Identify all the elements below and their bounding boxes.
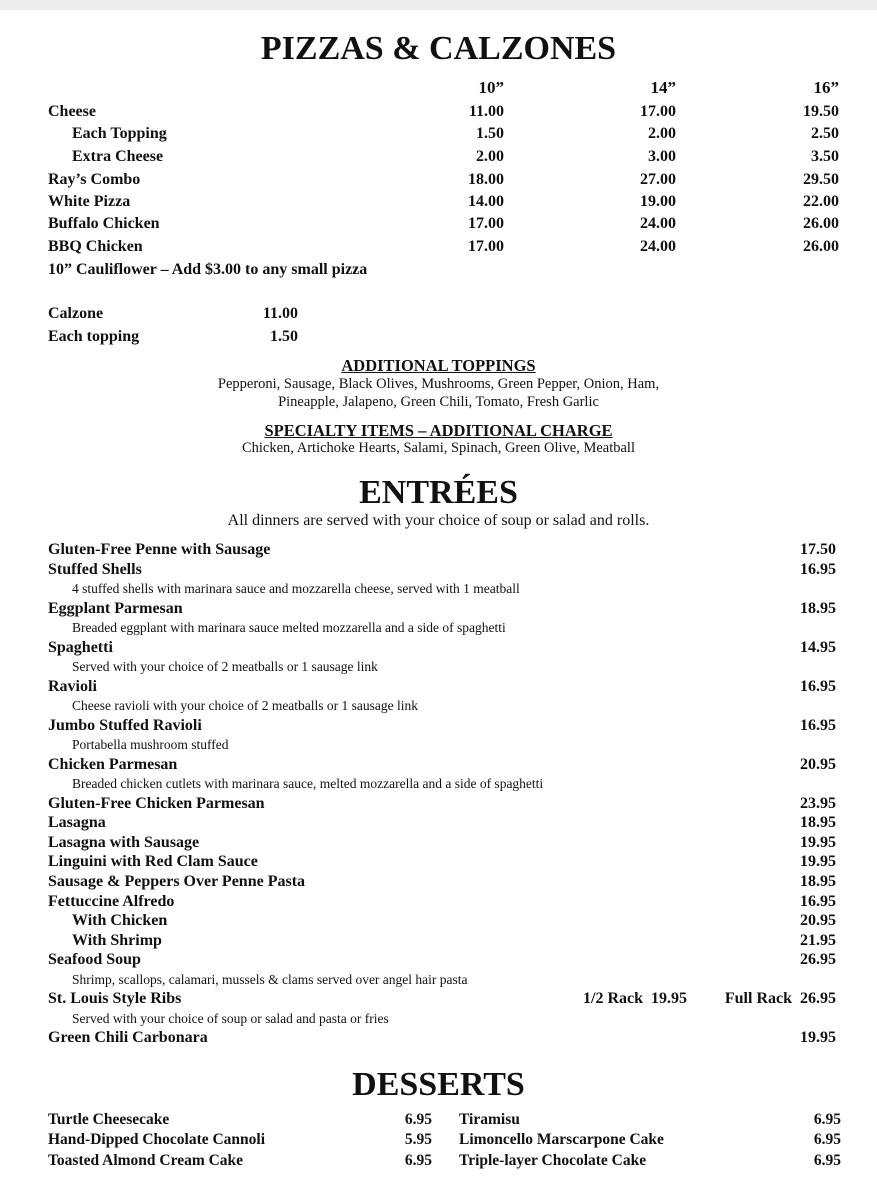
- dessert-price: 6.95: [813, 1131, 841, 1148]
- entree-price: 17.50: [800, 541, 836, 558]
- entree-price: 18.95: [800, 873, 836, 890]
- entree-description: Served with your choice of soup or salad and pasta or fries: [72, 1011, 389, 1026]
- entree-name: Spaghetti: [48, 638, 113, 656]
- dessert-name: Toasted Almond Cream Cake: [48, 1152, 244, 1169]
- menu-row-calzone-topping: Each topping 1.50: [48, 328, 298, 345]
- entree-price: 20.95: [800, 755, 836, 773]
- entree-name: Lasagna: [48, 814, 106, 832]
- entree-name: With Shrimp: [72, 931, 162, 949]
- pizza-price: 26.00: [803, 215, 839, 232]
- entree-row: [0, 990, 877, 1010]
- dessert-name: Triple-layer Chocolate Cake: [459, 1152, 647, 1169]
- pizza-row: [0, 125, 877, 145]
- entree-name: Green Chili Carbonara: [48, 1029, 208, 1047]
- entree-name: Seafood Soup: [48, 951, 141, 969]
- specialty-items-line: Chicken, Artichoke Hearts, Salami, Spinach, Green Olive, Meatball: [241, 440, 635, 456]
- entree-name: Lasagna with Sausage: [48, 833, 200, 851]
- entree-name: Stuffed Shells: [48, 560, 142, 578]
- entree-row: [0, 561, 877, 581]
- entree-row: [0, 893, 877, 913]
- pizza-price: 17.00: [468, 215, 504, 232]
- entree-description: Breaded chicken cutlets with marinara sauce, melted mozzarella and a side of spaghetti: [72, 776, 544, 792]
- entree-row: [0, 873, 877, 893]
- entree-row: [0, 932, 877, 952]
- additional-toppings-line2: Pineapple, Jalapeno, Green Chili, Tomato, Fresh Garlic: [278, 394, 599, 410]
- pizza-price: 1.50: [476, 125, 504, 142]
- pizza-size-header: [0, 78, 877, 98]
- pizza-price: 22.00: [803, 193, 839, 210]
- entree-price: 19.95: [800, 853, 836, 871]
- entree-name: Gluten-Free Penne with Sausage: [48, 541, 271, 558]
- entree-name: Jumbo Stuffed Ravioli: [48, 716, 202, 734]
- pizza-price: 2.50: [811, 125, 839, 142]
- entrees-subtitle: All dinners are served with your choice of soup or salad and rolls.: [227, 512, 650, 529]
- pizza-price: 3.00: [648, 148, 676, 165]
- dessert-row: [0, 1152, 877, 1172]
- dessert-row: [0, 1131, 877, 1151]
- entree-row: [0, 795, 877, 815]
- entree-name: Linguini with Red Clam Sauce: [48, 853, 258, 871]
- pizza-item-name: Ray’s Combo: [48, 171, 141, 188]
- entree-row: [0, 853, 877, 873]
- pizza-price: 2.00: [648, 125, 676, 142]
- pizza-row: [0, 238, 877, 258]
- pizza-price: 3.50: [811, 148, 839, 165]
- dessert-price: 6.95: [404, 1152, 432, 1169]
- pizza-price: 2.00: [476, 148, 504, 165]
- cauliflower-note: 10” Cauliflower – Add $3.00 to any small pizza: [48, 261, 368, 278]
- entree-name: Sausage & Peppers Over Penne Pasta: [48, 873, 306, 890]
- pizza-item-name: Buffalo Chicken: [48, 215, 160, 232]
- entree-description: Cheese ravioli with your choice of 2 meatballs or 1 sausage link: [72, 698, 419, 714]
- entree-row: [0, 756, 877, 776]
- entree-price: 20.95: [800, 912, 836, 930]
- desserts-section-title: DESSERTS: [352, 1066, 525, 1103]
- entree-row: [0, 814, 877, 834]
- entree-name: With Chicken: [72, 912, 168, 930]
- dessert-price: 6.95: [813, 1152, 841, 1169]
- dessert-name: Turtle Cheesecake: [48, 1111, 170, 1128]
- pizza-price: 19.50: [803, 103, 839, 120]
- menu-row-calzone: Calzone 11.00: [48, 305, 298, 322]
- pizza-item-name: Extra Cheese: [72, 148, 164, 165]
- entree-description: Served with your choice of 2 meatballs or 1 sausage link: [72, 659, 378, 675]
- entree-name: Gluten-Free Chicken Parmesan: [48, 794, 265, 812]
- entree-row: [0, 717, 877, 737]
- entree-row: [0, 951, 877, 971]
- entree-price: 19.95: [800, 1029, 836, 1047]
- entree-name: Chicken Parmesan: [48, 755, 178, 773]
- dessert-name: Limoncello Marscarpone Cake: [459, 1131, 664, 1148]
- pizza-price: 19.00: [640, 193, 676, 210]
- entree-price: 16.95: [800, 677, 836, 695]
- dessert-price: 6.95: [813, 1111, 841, 1128]
- entree-row: [0, 1029, 877, 1049]
- entree-description: Breaded eggplant with marinara sauce melted mozzarella and a side of spaghetti: [72, 620, 506, 636]
- dessert-name: Hand-Dipped Chocolate Cannoli: [48, 1131, 266, 1148]
- pizza-row: [0, 171, 877, 191]
- size-16: 16”: [813, 78, 839, 97]
- entree-name: St. Louis Style Ribs: [48, 990, 182, 1008]
- entree-price: 21.95: [800, 931, 836, 949]
- entree-name: Ravioli: [48, 677, 97, 695]
- entrees-section-title: ENTRÉES: [359, 474, 518, 511]
- pizza-price: 26.00: [803, 238, 839, 255]
- pizza-row: [0, 148, 877, 168]
- pizza-price: 24.00: [640, 215, 676, 232]
- entree-price: 18.95: [800, 599, 836, 617]
- dessert-name: Tiramisu: [459, 1111, 520, 1128]
- pizza-row: [0, 215, 877, 235]
- entree-price: 18.95: [800, 814, 836, 832]
- pizza-section-title: PIZZAS & CALZONES: [260, 30, 617, 67]
- entree-row: [0, 678, 877, 698]
- entree-row: [0, 834, 877, 854]
- pizza-item-name: White Pizza: [48, 193, 131, 210]
- pizza-price: 14.00: [468, 193, 504, 210]
- size-10: 10”: [478, 78, 504, 97]
- dessert-row: [0, 1111, 877, 1131]
- pizza-row: [0, 103, 877, 123]
- pizza-item-name: Each Topping: [72, 125, 167, 142]
- size-14: 14”: [650, 78, 676, 97]
- entree-row: [0, 912, 877, 932]
- entree-description: Shrimp, scallops, calamari, mussels & clams served over angel hair pasta: [72, 972, 468, 987]
- entree-price: 23.95: [800, 794, 836, 812]
- entree-name: Eggplant Parmesan: [48, 599, 183, 617]
- pizza-price: 18.00: [468, 171, 504, 188]
- pizza-price: 24.00: [640, 238, 676, 255]
- pizza-price: 17.00: [640, 103, 676, 120]
- pizza-price: 27.00: [640, 171, 676, 188]
- pizza-price: 11.00: [468, 103, 504, 120]
- ribs-full-rack-price: Full Rack 26.95: [724, 990, 836, 1008]
- entree-price: 16.95: [800, 716, 836, 734]
- ribs-half-rack-price: 1/2 Rack 19.95: [583, 990, 687, 1008]
- dessert-price: 5.95: [404, 1131, 432, 1148]
- additional-toppings-line1: Pepperoni, Sausage, Black Olives, Mushrooms, Green Pepper, Onion, Ham,: [217, 376, 660, 392]
- entree-price: 14.95: [800, 638, 836, 656]
- entree-row: [0, 600, 877, 620]
- entree-description: 4 stuffed shells with marinara sauce and mozzarella cheese, served with 1 meatball: [72, 581, 520, 597]
- entree-price: 16.95: [800, 892, 836, 910]
- entree-name: Fettuccine Alfredo: [48, 892, 175, 910]
- entree-row: [0, 541, 877, 561]
- pizza-price: 29.50: [803, 171, 839, 188]
- dessert-price: 6.95: [404, 1111, 432, 1128]
- pizza-item-name: BBQ Chicken: [48, 238, 143, 255]
- entree-price: 16.95: [800, 560, 836, 578]
- entree-price: 19.95: [800, 833, 836, 851]
- entree-description: Portabella mushroom stuffed: [72, 737, 229, 753]
- pizza-item-name: Cheese: [48, 103, 96, 120]
- pizza-price: 17.00: [468, 238, 504, 255]
- entree-row: [0, 639, 877, 659]
- top-bar: [0, 0, 877, 10]
- pizza-row: [0, 193, 877, 213]
- entree-price: 26.95: [800, 951, 836, 969]
- additional-toppings-heading: ADDITIONAL TOPPINGS: [341, 356, 536, 375]
- specialty-items-heading: SPECIALTY ITEMS – ADDITIONAL CHARGE: [264, 421, 613, 440]
